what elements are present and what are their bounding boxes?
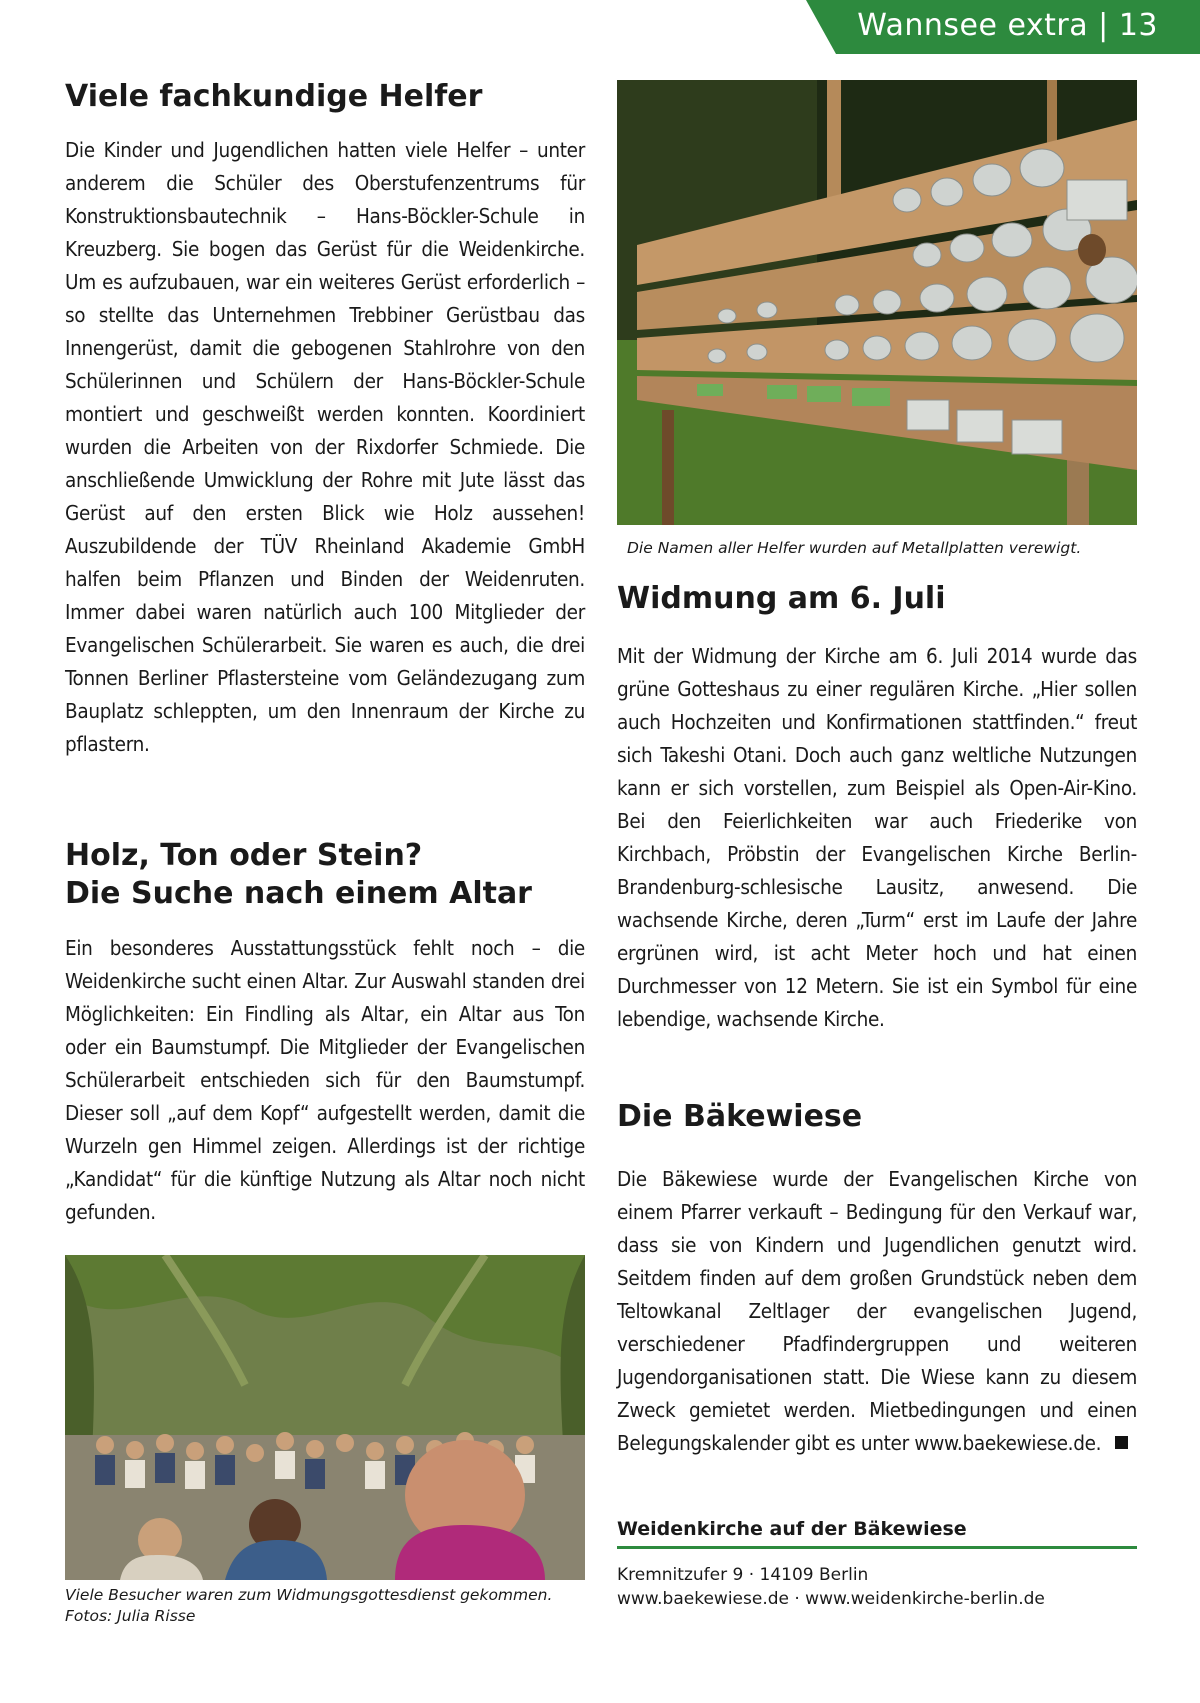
article-end-mark xyxy=(1115,1436,1128,1449)
infobox-web: www.baekewiese.de · www.weidenkirche-berlin.de xyxy=(617,1589,1045,1609)
heading-altar-line1: Holz, Ton oder Stein? xyxy=(65,838,423,873)
page-number: 13 xyxy=(1118,8,1158,43)
infobox-address: Kremnitzufer 9 · 14109 Berlin xyxy=(617,1565,869,1585)
heading-baekewiese: Die Bäkewiese xyxy=(617,1099,863,1134)
section-title: Wannsee extra xyxy=(857,8,1089,43)
infobox xyxy=(617,1518,1137,1611)
infobox-title: Weidenkirche auf der Bäkewiese xyxy=(617,1518,967,1540)
photo-visitors xyxy=(65,1255,585,1580)
section-header: Wannsee extra | 13 xyxy=(857,8,1158,43)
text-baekewiese-body: Die Bäkewiese wurde der Evangelischen Kirche von einem Pfarrer verkauft – Bedingung für den Verkauf war, dass sie von Kindern und Jugendlichen genutzt wird. Seitdem finden auf dem großen Grundstück neben dem Teltowkanal Zeltlager der evangelischen Jugend, verschiedener Pfadfindergruppen und weiteren Jugendorganisationen statt. Die Wiese kann zu diesem Zweck gemietet werden. Mietbedingungen und einen Belegungskalender gibt es unter www.baekewiese.de. xyxy=(617,1167,1137,1455)
photo-nameplates-image xyxy=(617,80,1137,525)
heading-helpers: Viele fachkundige Helfer xyxy=(65,79,483,114)
text-helpers: Die Kinder und Jugendlichen hatten viele Helfer – unter anderem die Schüler des Oberstufenzentrums für Konstruktionsbautechnik – Hans-Böckler-Schule in Kreuzberg. Sie bogen das Gerüst für die Weidenkirche. Um es aufzubauen, war ein weiteres Gerüst erforderlich – so stellte das Unternehmen Trebbiner Gerüstbau das Innengerüst, damit die gebogenen Stahlrohre von den Schülerinnen und Schülern der Hans-Böckler-Schule montiert und geschweißt werden konnten. Koordiniert wurden die Arbeiten von der Rixdorfer Schmiede. Die anschließende Umwicklung der Rohre mit Jute lässt das Gerüst auf den ersten Blick wie Holz aussehen! Auszubildende der TÜV Rheinland Akademie GmbH halfen beim Pflanzen und Binden der Weidenruten. Immer dabei waren natürlich auch 100 Mitglieder der Evangelischen Schülerarbeit. Sie waren es auch, die drei Tonnen Berliner Pflastersteine vom Geländezugang zum Bauplatz schleppten, um den Innenraum der Kirche zu pflastern. xyxy=(65,138,585,756)
text-altar: Ein besonderes Ausstattungsstück fehlt noch – die Weidenkirche sucht einen Altar. Zur Auswahl standen drei Möglichkeiten: Ein Findling als Altar, ein Altar aus Ton oder ein Baumstumpf. Die Mitglieder der Evangelischen Schülerarbeit entschieden sich für den Baumstumpf. Dieser soll „auf dem Kopf“ aufgestellt werden, damit die Wurzeln gen Himmel zeigen. Allerdings ist der richtige „Kandidat“ für die künftige Nutzung als Altar noch nicht gefunden. xyxy=(65,936,585,1224)
heading-dedication: Widmung am 6. Juli xyxy=(617,581,946,616)
heading-altar xyxy=(65,837,585,913)
photo-visitors-image xyxy=(65,1255,585,1580)
caption-visitors xyxy=(65,1585,585,1627)
text-baekewiese xyxy=(617,1163,1137,1460)
heading-altar-line2: Die Suche nach einem Altar xyxy=(65,876,532,911)
infobox-divider xyxy=(617,1546,1137,1549)
caption-nameplates: Die Namen aller Helfer wurden auf Metallplatten verewigt. xyxy=(627,539,1082,557)
photo-credit: Fotos: Julia Risse xyxy=(65,1607,196,1625)
text-dedication: Mit der Widmung der Kirche am 6. Juli 2014 wurde das grüne Gotteshaus zu einer regulären Kirche. „Hier sollen auch Hochzeiten und Konfirmationen stattfinden.“ freut sich Takeshi Otani. Doch auch ganz weltliche Nutzungen kann er sich vorstellen, zum Beispiel als Open-Air-Kino. Bei den Feierlichkeiten war auch Friederike von Kirchbach, Pröbstin der Evangelischen Kirche Berlin-Brandenburg-schlesische Lausitz, anwesend. Die wachsende Kirche, deren „Turm“ erst im Laufe der Jahre ergrünen wird, ist acht Meter hoch und hat einen Durchmesser von 12 Metern. Sie ist ein Symbol für eine lebendige, wachsende Kirche. xyxy=(617,644,1137,1031)
photo-nameplates xyxy=(617,80,1137,525)
caption-visitors-line1: Viele Besucher waren zum Widmungsgottesdienst gekommen. xyxy=(65,1586,553,1604)
